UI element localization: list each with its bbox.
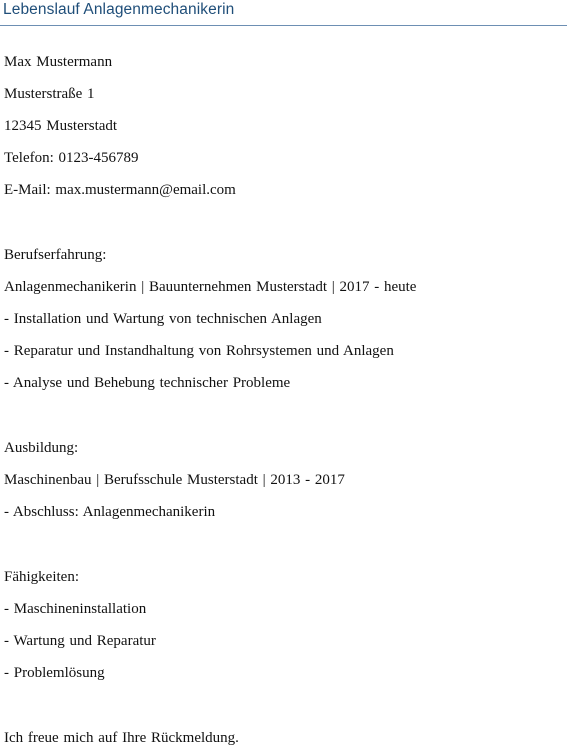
contact-email: E-Mail: max.mustermann@email.com — [4, 182, 236, 198]
education-item: - Abschluss: Anlagenmechanikerin — [4, 504, 216, 520]
skills-item: - Problemlösung — [4, 665, 105, 681]
experience-item: - Reparatur und Instandhaltung von Rohrsystemen und Anlagen — [4, 343, 394, 359]
experience-position: Anlagenmechanikerin | Bauunternehmen Musterstadt | 2017 - heute — [4, 279, 417, 295]
contact-street: Musterstraße 1 — [4, 86, 95, 102]
contact-phone: Telefon: 0123-456789 — [4, 150, 139, 166]
education-entry: Maschinenbau | Berufsschule Musterstadt | 2013 - 2017 — [4, 472, 345, 488]
skills-item: - Wartung und Reparatur — [4, 633, 156, 649]
experience-heading: Berufserfahrung: — [4, 247, 107, 263]
closing-line: Ich freue mich auf Ihre Rückmeldung. — [4, 730, 239, 746]
education-heading: Ausbildung: — [4, 440, 79, 456]
title-divider — [0, 25, 567, 26]
experience-item: - Installation und Wartung von technischen Anlagen — [4, 311, 322, 327]
contact-name: Max Mustermann — [4, 54, 113, 70]
experience-item: - Analyse und Behebung technischer Probleme — [4, 375, 291, 391]
document-title: Lebenslauf Anlagenmechanikerin — [3, 1, 235, 18]
skills-heading: Fähigkeiten: — [4, 569, 79, 585]
contact-city: 12345 Musterstadt — [4, 118, 118, 134]
skills-item: - Maschineninstallation — [4, 601, 147, 617]
